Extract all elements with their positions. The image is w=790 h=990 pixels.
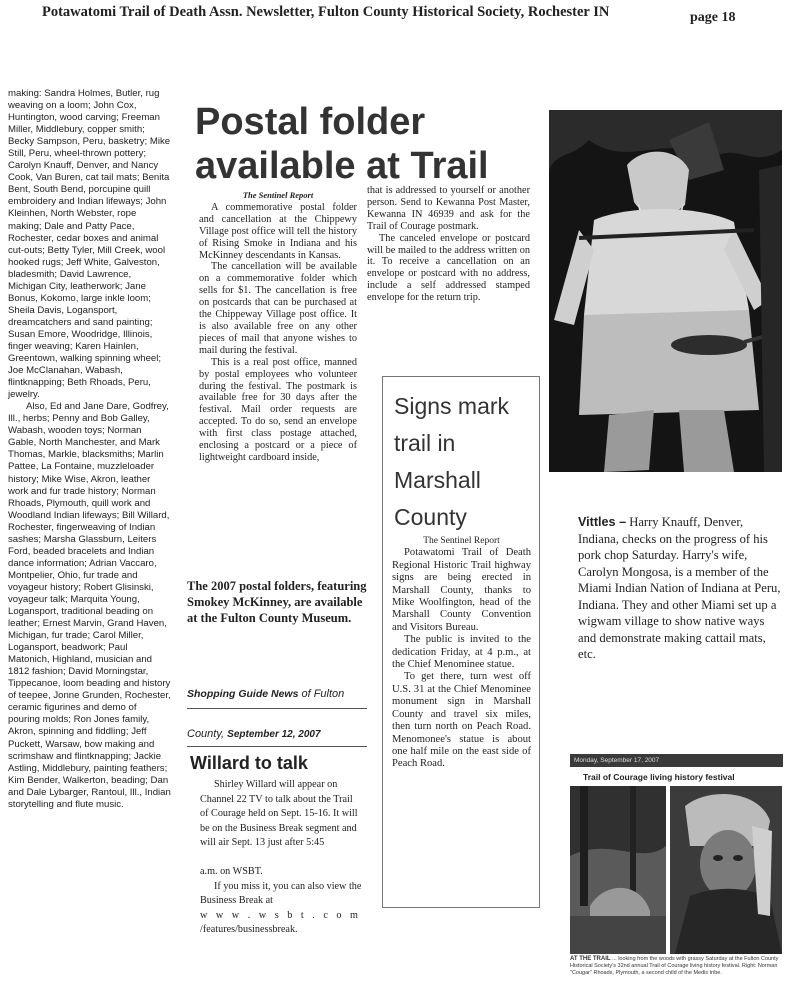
vittles-caption-text: Harry Knauff, Denver, Indiana, checks on the progress of his pork chop Saturday. Harry's wife, Carolyn Mongosa, is a member of the Miami Indian Nation of Indiana at Peru, Indiana. They and other Miami set up a wigwam village to show native ways and demonstrate making cattail mats, etc. [578, 515, 781, 661]
willard-paragraph: Shirley Willard will appear on Channel 22 TV to talk about the Trail of Courage held on Sept. 15-16. It will be on the Business Break segment and will air Sept. 13 just after 5:45 [200, 779, 358, 849]
signs-article-body [392, 535, 531, 771]
publication-name: Shopping Guide News [187, 688, 299, 700]
postal-folder-paragraph: that is addressed to yourself or another person. Send to Kewanna Post Master, Kewanna IN 46939 and ask for the Trail of Courage postmark. [367, 185, 530, 232]
willard-article-body [200, 778, 362, 938]
signs-paragraph: Potawatomi Trail of Death Regional Historic Trail highway signs are being erected in Marshall County, thanks to Mike Woolfington, head of the Marshall County Convention and Visitors Bureau. [392, 547, 531, 633]
signs-headline-line: trail in [394, 430, 456, 456]
postal-folder-byline: The Sentinel Report [242, 190, 314, 200]
willard-headline: Willard to talk [190, 753, 308, 773]
postal-folder-paragraph: The cancellation will be available on a commemorative folder which sells for $1. The cancellation is free on postcards that can be purchased at the Chippeway Village post office. It is also available free on any other pieces of mail that anyone wishes to mail during the festival. [199, 261, 357, 356]
publication-date: September 12, 2007 [227, 729, 321, 740]
clipping-date-bar: Monday, September 17, 2007 [570, 754, 783, 767]
publication-of: of Fulton [301, 688, 345, 700]
willard-paragraph: If you miss it, you can also view the Business Break at [200, 880, 362, 907]
signs-headline-line: Signs mark [394, 393, 510, 419]
signs-byline: The Sentinel Report [423, 536, 500, 546]
clipping-caption [570, 956, 783, 977]
willard-url-path: /features/businessbreak. [200, 924, 298, 936]
clipping-caption-text: ... looking from the woods with grassy Saturday at the Fulton County Historical Society's 32nd annual Trail of Courage living history festival. Right: Norman "Cougar" Rhoads, Plymouth, a second child of the Medis tribe. [570, 956, 779, 976]
vittles-caption-label: Vittles – [578, 515, 627, 529]
page-number: page 18 [690, 10, 736, 25]
postal-folder-caption: The 2007 postal folders, featuring Smokey McKinney, are available at the Fulton County Museum. [187, 579, 367, 625]
clipping-photo-portrait [670, 786, 782, 954]
willard-url: w w w . w s b t . c o m [200, 909, 361, 921]
publication-county: County, [187, 728, 225, 740]
vittles-caption [578, 514, 783, 663]
postal-folder-paragraph: A commemorative postal folder and cancellation at the Chippewy Village post office will tell the history of Rising Smoke in Indiana and his McKinney descendants in Kansas. [199, 201, 357, 261]
willard-paragraph: a.m. on WSBT. [200, 865, 263, 877]
postal-folder-column-b [367, 185, 530, 304]
clipping-caption-label: AT THE TRAIL [570, 956, 611, 962]
clipping-title: Trail of Courage living history festival [583, 772, 735, 782]
signs-paragraph: The public is invited to the dedication Friday, at 4 p.m., at the Chief Menominee statue. [392, 634, 531, 671]
signs-headline [394, 388, 534, 536]
publication-date-line [187, 728, 367, 747]
signs-headline-line: Marshall [394, 467, 481, 493]
signs-headline-line: County [394, 504, 467, 530]
artisan-list-paragraph-1: making: Sandra Holmes, Butler, rug weaving on a loom; John Cox, Huntington, wood carving; Freeman Miller, Middlebury, copper smith; Becky Sampson, Peru, basketry; Mike Still, Peru, wheel-thrown pottery; Carolyn Knauff, Denver, and Nancy Cook, Van Buren, cat tail mats; Benita Bent, South Bend, porcupine quill embroidery and Indian lifeways; John Kleinhen, North Webster, rope making; Dale and Patty Pace, Rochester, cedar boxes and animal cut-outs; Betty Tyler, Mill Creek, wool hooked rugs; Jeff White, Galveston, bladesmith; David Lawrence, Michigan City, leatherwork; Jane Bonus, Kokomo, large inkle loom; Sheila Davis, Logansport, dreamcatchers and sand painting; Susan Emore, Woodridge, Illinois, finger weaving; Karen Hainlen, Greentown, walking spinning wheel; Joe McClanahan, Wabash, flintknapping; Beth Rhoads, Peru, jewelry. [8, 88, 171, 401]
artisan-list-column [8, 88, 171, 811]
clipping-photo-woods [570, 786, 666, 954]
postal-folder-paragraph: The canceled envelope or postcard will be mailed to the address written on it. To receive a cancellation on an envelope or postcard with no address, include a self addressed stamped envelope for the return trip. [367, 232, 530, 304]
postal-folder-headline: Postal folder available at Trail [195, 101, 489, 187]
postal-folder-column-a [199, 190, 357, 464]
newsletter-header: Potawatomi Trail of Death Assn. Newsletter, Fulton County Historical Society, Rochester IN [42, 4, 610, 20]
artisan-list-paragraph-2: Also, Ed and Jane Dare, Godfrey, Ill., herbs; Penny and Bob Galley, Wabash, wooden toys; Norman Gable, North Manchester, and Mark Thomas, Markle, blacksmiths; Marlin Pattee, La Fontaine, muzzleloader history; Mike Wise, Akron, leather work and fur trade history; Norman Rhoads, Plymouth, quill work and Woodland Indian lifeways; Bill Willard, Rochester, fingerweaving of Indian sashes; Marsha Glassburn, Leiters Ford, beaded bracelets and Indian dance information; Adrian Vaccaro, Montpelier, Ohio, fur trade and voyageur history; Robert Glisinski, voyageur talk; Marquita Young, Logansport, traditional beading on leather; Ernest Marvin, Grand Haven, Michigan, fur trade; Carol Miller, Logansport, beadwork; Paul Matonich, Highland, musician and 1812 fashion; David Morningstar, Tippecanoe, loom beading and history of teepee, Jonne Grunden, Rochester, ceramic figurines and demo of pouring molds; Ron Jones family, Akron, spinning and fiddling; Jeff Puckett, Warsaw, bow making and scrimshaw and flintknapping; Jackie Astling, Middlebury, painting feathers; Kim Bender, Walkerton, beading; Dan and Dale Lybarger, Rantoul, Ill., Indian storytelling and flute music. [8, 401, 171, 810]
signs-paragraph: To get there, turn west off U.S. 31 at the Chief Menominee monument sign in Marshall County and travel six miles, then turn north on Peach Road. Menomonee's statue is about one half mile on the east side of Peach Road. [392, 671, 531, 770]
publication-name-line [187, 688, 367, 709]
postal-folder-paragraph: This is a real post office, manned by postal employees who volunteer during the festival. The postmark is available free for 30 days after the festival. Mail order requests are accepted. To do so, send an envelope with first class postage attached, enclosing a postcard or a piece of lightweight cardboard inside, [199, 356, 357, 463]
vittles-photo [549, 110, 782, 472]
